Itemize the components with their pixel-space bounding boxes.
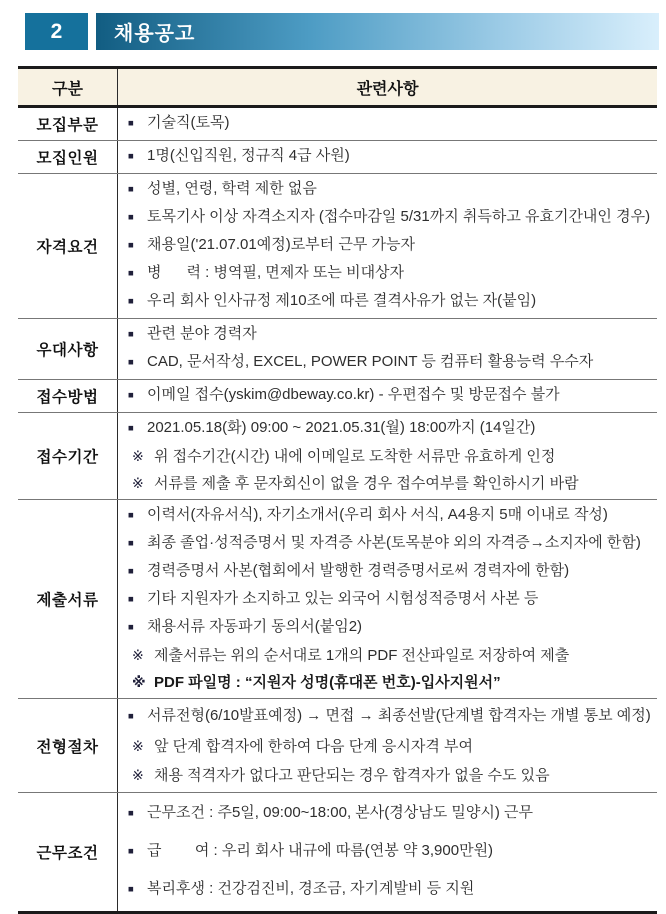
- recruitment-notice-page: [0, 13, 666, 914]
- bullet-line: [128, 701, 655, 732]
- bullet-line: [128, 349, 655, 377]
- square-bullet-icon: ■: [128, 329, 134, 340]
- row-label: 모집부문: [18, 108, 118, 140]
- line-text: PDF 파일명 : “지원자 성명(휴대폰 번호)-입사지원서”: [154, 674, 501, 691]
- table-row: [18, 413, 657, 500]
- header-gap: [88, 13, 96, 50]
- bullet-line: [128, 795, 655, 833]
- reference-mark-icon: ※: [132, 767, 144, 783]
- row-label: 접수기간: [18, 413, 118, 499]
- square-bullet-icon: ■: [128, 622, 134, 633]
- line-text: 토목기사 이상 자격소지자 (접수마감일 5/31까지 취득하고 유효기간내인 경우): [147, 208, 651, 225]
- square-bullet-icon: ■: [128, 212, 134, 223]
- row-label: 우대사항: [18, 319, 118, 379]
- row-label: 근무조건: [18, 793, 118, 911]
- line-text: 채용 적격자가 없다고 판단되는 경우 합격자가 없을 수도 있음: [154, 767, 550, 784]
- table-row: [18, 319, 657, 380]
- row-content: [118, 174, 657, 318]
- line-text: 1명(신입직원, 정규직 4급 사원): [147, 147, 350, 164]
- row-content: [118, 500, 657, 698]
- square-bullet-icon: ■: [128, 268, 134, 279]
- bullet-line: [128, 204, 655, 232]
- line-text: 채용일('21.07.01예정)로부터 근무 가능자: [147, 236, 415, 253]
- table-row: [18, 500, 657, 699]
- square-bullet-icon: ■: [128, 390, 134, 401]
- row-content: [118, 319, 657, 379]
- line-text: 근무조건 : 주5일, 09:00~18:00, 본사(경상남도 밀양시) 근무: [147, 804, 534, 821]
- square-bullet-icon: ■: [128, 151, 134, 162]
- note-line: [128, 470, 655, 497]
- table-header-row: [18, 66, 657, 108]
- table-row: [18, 380, 657, 413]
- square-bullet-icon: ■: [128, 566, 134, 577]
- bullet-line: [128, 321, 655, 349]
- bullet-line: [128, 871, 655, 909]
- table-row: [18, 699, 657, 793]
- table-body: [18, 108, 657, 914]
- bullet-line: [128, 143, 655, 171]
- line-text: 서류를 제출 후 문자회신이 없을 경우 접수여부를 확인하시기 바람: [154, 475, 579, 492]
- line-text: 최종 졸업·성적증명서 및 자격증 사본(토목분야 외의 자격증→소지자에 한함): [147, 534, 641, 551]
- row-content: [118, 793, 657, 911]
- line-text: 이메일 접수(yskim@dbeway.co.kr) - 우편접수 및 방문접수 불가: [147, 386, 560, 403]
- row-content: [118, 108, 657, 140]
- row-content: [118, 413, 657, 499]
- row-label: 접수방법: [18, 380, 118, 412]
- square-bullet-icon: ■: [128, 538, 134, 549]
- note-line: [128, 443, 655, 470]
- square-bullet-icon: ■: [128, 357, 134, 368]
- line-text: 관련 분야 경력자: [147, 325, 257, 342]
- row-label: 제출서류: [18, 500, 118, 698]
- column-header-details: 관련사항: [356, 80, 419, 98]
- square-bullet-icon: ■: [128, 711, 134, 722]
- square-bullet-icon: ■: [128, 510, 134, 521]
- reference-mark-icon: ※: [132, 738, 144, 754]
- line-text: 복리후생 : 건강검진비, 경조금, 자기계발비 등 지원: [147, 880, 475, 897]
- table-row: [18, 108, 657, 141]
- bullet-line: [128, 415, 655, 443]
- table-row: [18, 793, 657, 914]
- line-text: 서류전형(6/10발표예정) → 면접 → 최종선발(단계별 합격자는 개별 통보 예정): [147, 707, 651, 724]
- section-header: [25, 13, 659, 50]
- line-text: 성별, 연령, 학력 제한 없음: [147, 180, 317, 197]
- line-text: 위 접수기간(시간) 내에 이메일로 도착한 서류만 유효하게 인정: [154, 448, 556, 465]
- line-text: 급 여 : 우리 회사 내규에 따름(연봉 약 3,900만원): [147, 842, 494, 859]
- recruitment-table: [18, 66, 657, 914]
- bullet-line: [128, 833, 655, 871]
- bullet-line: [128, 232, 655, 260]
- square-bullet-icon: ■: [128, 808, 134, 819]
- note-line: [128, 732, 655, 761]
- square-bullet-icon: ■: [128, 184, 134, 195]
- row-label: 전형절차: [18, 699, 118, 792]
- table-row: [18, 174, 657, 319]
- reference-mark-icon: ※: [132, 674, 146, 690]
- line-text: 병 력 : 병역필, 면제자 또는 비대상자: [147, 264, 405, 281]
- line-text: 우리 회사 인사규정 제10조에 따른 결격사유가 없는 자(붙임): [147, 292, 537, 309]
- page-title: 채용공고: [96, 13, 659, 50]
- line-text: 앞 단계 합격자에 한하여 다음 단계 응시자격 부여: [154, 738, 473, 755]
- reference-mark-icon: ※: [132, 475, 144, 491]
- row-content: [118, 141, 657, 173]
- row-content: [118, 699, 657, 792]
- bullet-line: [128, 558, 655, 586]
- square-bullet-icon: ■: [128, 423, 134, 434]
- line-text: 2021.05.18(화) 09:00 ~ 2021.05.31(월) 18:00까지 (14일간): [147, 419, 536, 436]
- table-row: [18, 141, 657, 174]
- bullet-line: [128, 502, 655, 530]
- bullet-line: [128, 530, 655, 558]
- row-content: [118, 380, 657, 412]
- line-text: 이력서(자유서식), 자기소개서(우리 회사 서식, A4용지 5매 이내로 작성): [147, 506, 608, 523]
- bullet-line: [128, 260, 655, 288]
- reference-mark-icon: ※: [132, 647, 144, 663]
- row-label: 모집인원: [18, 141, 118, 173]
- line-text: CAD, 문서작성, EXCEL, POWER POINT 등 컴퓨터 활용능력 우수자: [147, 353, 594, 370]
- bullet-line: [128, 110, 655, 138]
- note-line: [128, 669, 655, 696]
- line-text: 제출서류는 위의 순서대로 1개의 PDF 전산파일로 저장하여 제출: [154, 647, 570, 664]
- section-number-badge: 2: [25, 13, 88, 50]
- row-label: 자격요건: [18, 174, 118, 318]
- bullet-line: [128, 288, 655, 316]
- square-bullet-icon: ■: [128, 296, 134, 307]
- square-bullet-icon: ■: [128, 118, 134, 129]
- square-bullet-icon: ■: [128, 240, 134, 251]
- square-bullet-icon: ■: [128, 846, 134, 857]
- note-line: [128, 761, 655, 790]
- line-text: 채용서류 자동파기 동의서(붙임2): [147, 618, 363, 635]
- note-line: [128, 642, 655, 669]
- line-text: 기타 지원자가 소지하고 있는 외국어 시험성적증명서 사본 등: [147, 590, 539, 607]
- bullet-line: [128, 586, 655, 614]
- column-header-category: 구분: [18, 69, 118, 105]
- square-bullet-icon: ■: [128, 594, 134, 605]
- line-text: 경력증명서 사본(협회에서 발행한 경력증명서로써 경력자에 한함): [147, 562, 570, 579]
- line-text: 기술직(토목): [147, 114, 230, 131]
- square-bullet-icon: ■: [128, 884, 134, 895]
- bullet-line: [128, 176, 655, 204]
- bullet-line: [128, 614, 655, 642]
- bullet-line: [128, 382, 655, 410]
- reference-mark-icon: ※: [132, 448, 144, 464]
